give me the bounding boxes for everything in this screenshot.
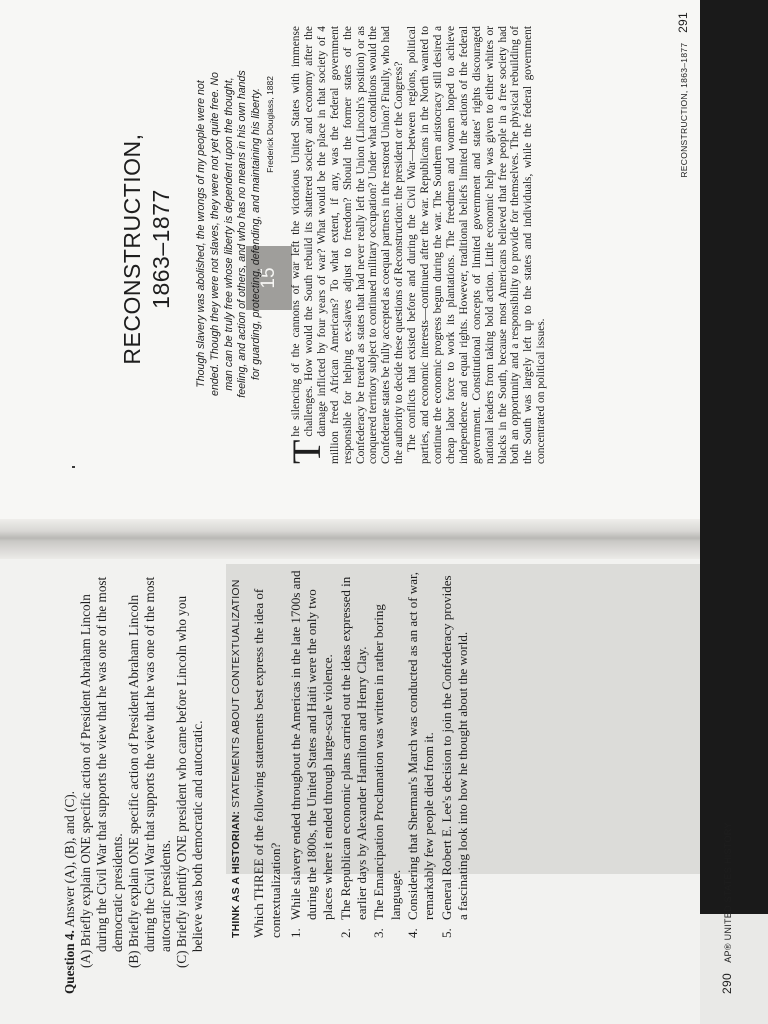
- paragraph-1-text: he silencing of the cannons of war left the victorious United States with immense challenges. How would the South rebuild its shattered society and economy after the damage inflicted by four years of war? What would be the place in that society of 4 million freed African Americans? To what extent, if any, was the federal government responsible for helping ex-slaves adjust to freedom? Should the former states of the Confederacy be treated as states that had never really left the Union (Lincoln's position) or as conquered territory subject to continued military occupation? Under what conditions would the Confederate states be fully accepted as coequal partners in the restored Union? Finally, who had the authority to decide these questions of Reconstruction: the president or the Congress?: [290, 26, 406, 464]
- statement-number: 2.: [337, 928, 353, 938]
- drop-cap: T: [284, 439, 329, 464]
- chapter-title-line2: 1863–1877: [148, 189, 174, 309]
- statement-number: 4.: [404, 928, 420, 938]
- statement-list: [288, 568, 471, 938]
- statement-text: The Emancipation Proclamation was written in rather boring language.: [371, 604, 403, 920]
- statement-item: [338, 568, 371, 938]
- question-part-b: (B) Briefly explain ONE specific action of President Abraham Lincoln during the Civil War that supports the view that he was one of the most autocratic presidents.: [126, 576, 173, 968]
- right-page-number: 291: [676, 12, 690, 33]
- statement-item: [439, 568, 472, 938]
- statement-number: 1.: [287, 928, 303, 938]
- left-page-number: 290: [720, 973, 734, 994]
- think-title-bold: THINK AS A HISTORIAN:: [230, 810, 242, 938]
- left-folio: [720, 822, 734, 994]
- question-part-c: (C) Briefly identify ONE president who came before Lincoln who you believe was both democratic and autocratic.: [174, 595, 205, 968]
- scan-dark-edge: [700, 0, 768, 1024]
- body-paragraph-1: [284, 26, 406, 464]
- body-paragraph-2: The conflicts that existed before and during the Civil War—between regions, political parties, and economic interests—continued after the war. Republicans in the North wanted to continue the economic progress begun during the war. The Southern aristocracy still desired a cheap labor force to work its plantations. The freedmen and women hoped to achieve independence and equal rights. However, traditional beliefs limited the actions of the federal government. Constitutional concepts of limited government and states' rights discouraged national leaders from taking bold action. Little economic help was given to either whites or blacks in the South, because most Americans believed that free people in a free society had both an opportunity and a responsibility to provide for themselves. The physical rebuilding of the South was largely left up to the states and individuals, while the federal government concentrated on political issues.: [406, 26, 548, 464]
- right-running-head: RECONSTRUCTION, 1863–1877: [679, 42, 689, 178]
- question-heading: [62, 574, 78, 994]
- question-instruction: Answer (A), (B), and (C).: [62, 791, 77, 928]
- statement-number: 5.: [438, 928, 454, 938]
- think-title: [228, 568, 244, 938]
- statement-text: Considering that Sherman's March was conducted as an act of war, remarkably few people died from it.: [404, 571, 437, 920]
- epigraph-quote: Though slavery was abolished, the wrongs of my people were not ended. Though they were not slaves, they were not yet quite free. No man can be truly free whose liberty is dependent upon the thought, feeling, and action of others, and who has no means in his own hands for guarding, protecting, defending, and maintaining his liberty.: [195, 70, 263, 398]
- chapter-number: 15: [258, 267, 279, 289]
- right-folio: [676, 12, 690, 232]
- left-running-head: AP® UNITED STATES HISTORY: [723, 822, 733, 963]
- think-prompt: Which THREE of the following statements best express the idea of contextualization?: [251, 588, 283, 938]
- statement-number: 3.: [371, 928, 387, 938]
- chapter-title: [118, 84, 176, 414]
- left-page: [0, 544, 768, 1024]
- question-block: [62, 574, 206, 994]
- statement-text: General Robert E. Lee's decision to join the Confederacy provides a fascinating look into how he thought about the world.: [438, 575, 470, 920]
- book-gutter: [0, 519, 768, 559]
- statement-item: [288, 568, 337, 938]
- scan-edge-light-patch: [700, 914, 768, 1024]
- chapter-title-line1: RECONSTRUCTION,: [119, 133, 145, 365]
- chapter-body: [284, 26, 548, 464]
- question-part-a: (A) Briefly explain ONE specific action of President Abraham Lincoln during the Civil War that supports the view that he was one of the most democratic presidents.: [78, 576, 125, 968]
- question-lead: Question 4.: [62, 930, 77, 994]
- scan-speck: [72, 466, 75, 468]
- statement-item: [405, 568, 438, 938]
- statement-text: While slavery ended throughout the Americas in the late 1700s and during the 1800s, the United States and Haiti were the only two places where it ended through large-scale violence.: [287, 570, 336, 920]
- statement-text: The Republican economic plans carried out the ideas expressed in earlier days by Alexander Hamilton and Henry Clay.: [337, 576, 370, 920]
- think-as-historian-box: [228, 568, 472, 938]
- think-title-rest: STATEMENTS ABOUT CONTEXTUALIZATION: [230, 579, 242, 808]
- epigraph-attribution: Frederick Douglass, 1882: [265, 76, 275, 173]
- statement-item: [371, 568, 404, 938]
